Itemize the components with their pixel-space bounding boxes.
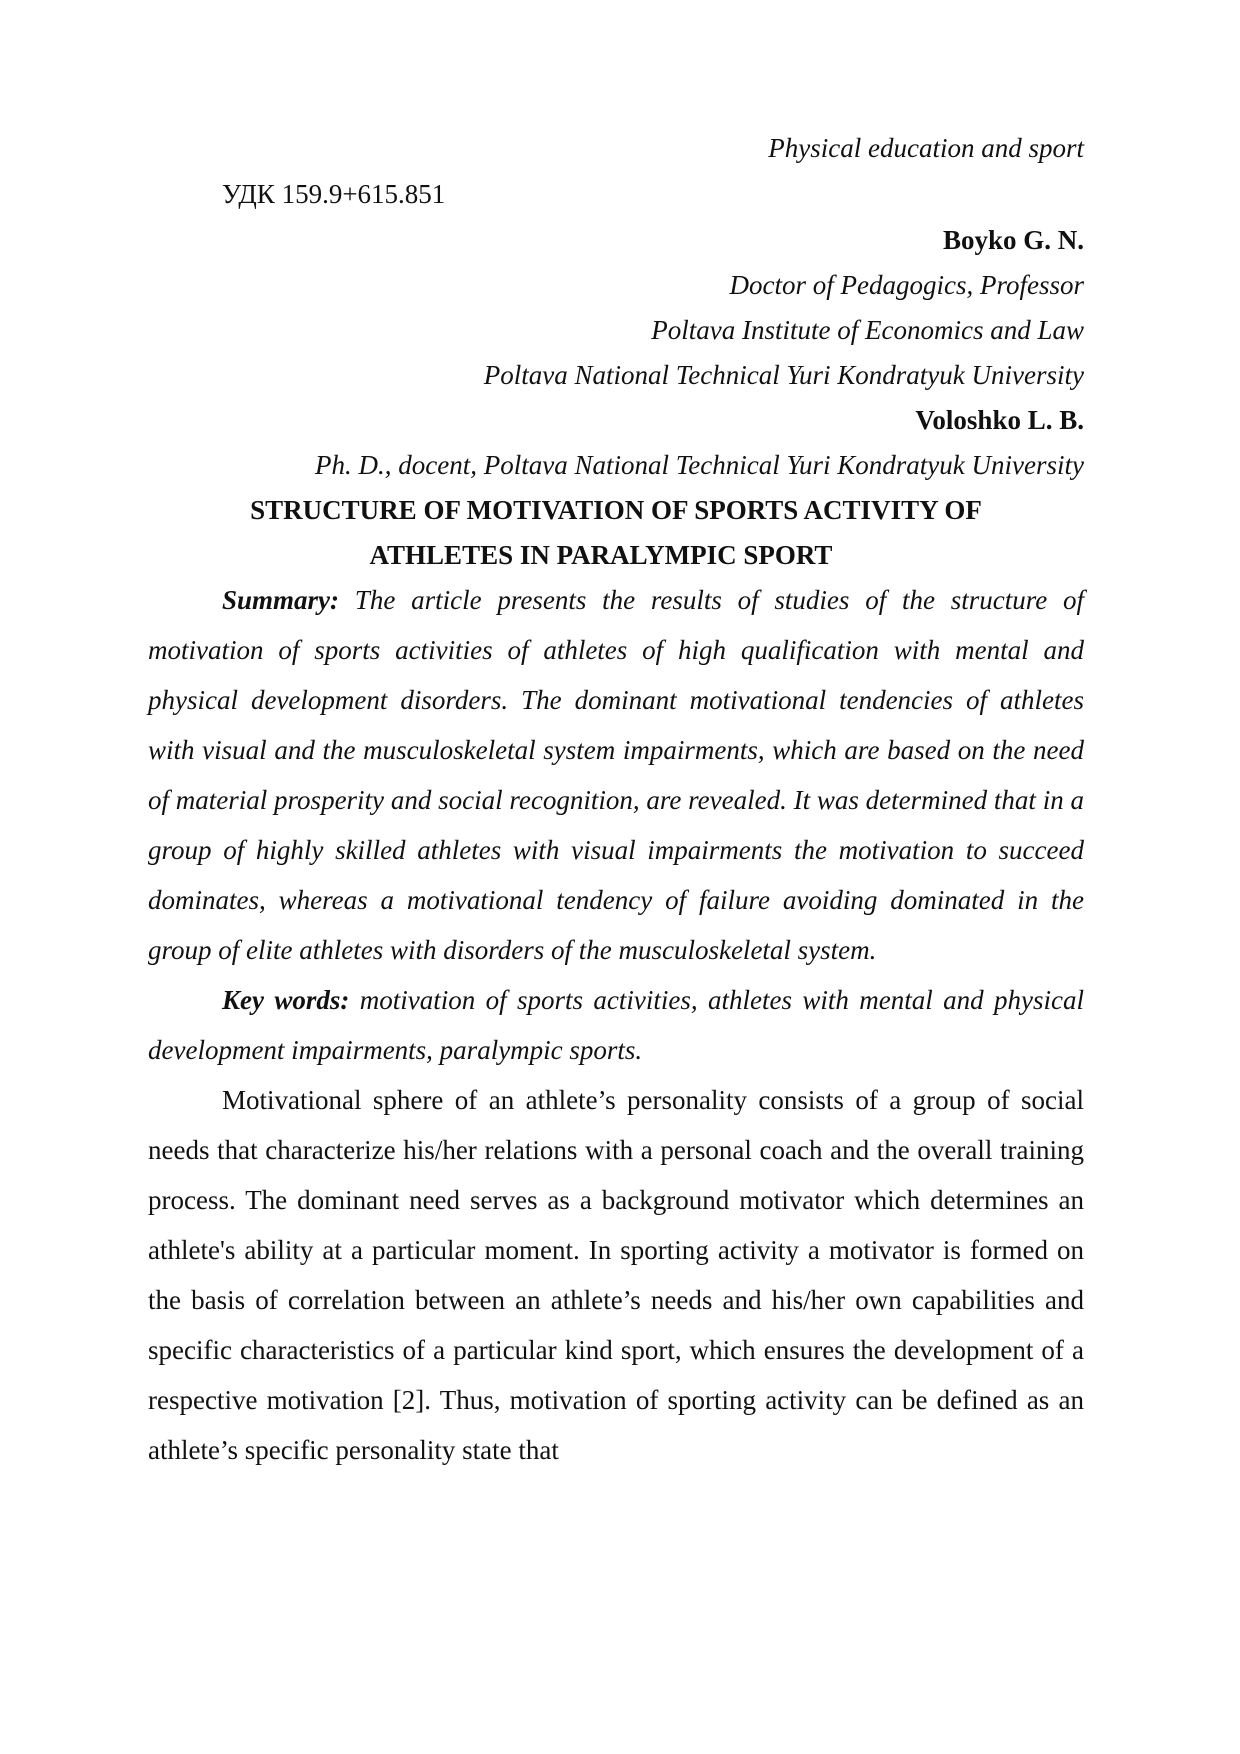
summary-paragraph: [148, 575, 1084, 975]
keywords-label: Key words:: [222, 985, 350, 1015]
section-header: Physical education and sport: [768, 133, 1084, 163]
paper-title-line: ATHLETES IN PARALYMPIC SPORT: [369, 540, 833, 570]
paper-title: [148, 485, 1084, 580]
keywords-paragraph: [148, 975, 1084, 1075]
udk-code: УДК 159.9+615.851: [222, 179, 446, 209]
body-paragraph: Motivational sphere of an athlete’s personality consists of a group of social needs that characterize his/her relations with a personal coach and the overall training process. The dominant need serves as a background motivator which determines an athlete's ability at a particular moment. In sporting activity a motivator is formed on the basis of correlation between an athlete’s needs and his/her own capabilities and specific characteristics of a particular kind sport, which ensures the development of a respective motivation [2]. Thus, motivation of sporting activity can be defined as an athlete’s specific personality state that: [148, 1085, 1084, 1465]
author-affiliation: Poltava National Technical Yuri Kondratyuk University: [483, 360, 1084, 390]
summary-text: The article presents the results of studies of the structure of motivation of sports activities of athletes of high qualification with mental and physical development disorders. The dominant motivational tendencies of athletes with visual and the musculoskeletal system impairments, which are based on the need of material prosperity and social recognition, are revealed. It was determined that in a group of highly skilled athletes with visual impairments the motivation to succeed dominates, whereas a motivational tendency of failure avoiding dominated in the group of elite athletes with disorders of the musculoskeletal system.: [148, 585, 1084, 965]
author-name: Voloshko L. B.: [915, 405, 1084, 435]
paper-page: [148, 0, 1084, 1475]
keywords-text: motivation of sports activities, athletes with mental and physical development impairments, paralympic sports.: [148, 985, 1084, 1065]
paper-title-line: STRUCTURE OF MOTIVATION OF SPORTS ACTIVITY OF: [250, 495, 982, 525]
author-affiliation: Poltava Institute of Economics and Law: [651, 315, 1084, 345]
summary-label: Summary:: [222, 585, 340, 615]
author-affiliation: Doctor of Pedagogics, Professor: [729, 270, 1084, 300]
author-affiliation: Ph. D., docent, Poltava National Technical Yuri Kondratyuk University: [315, 450, 1084, 480]
author-name: Boyko G. N.: [942, 225, 1084, 255]
